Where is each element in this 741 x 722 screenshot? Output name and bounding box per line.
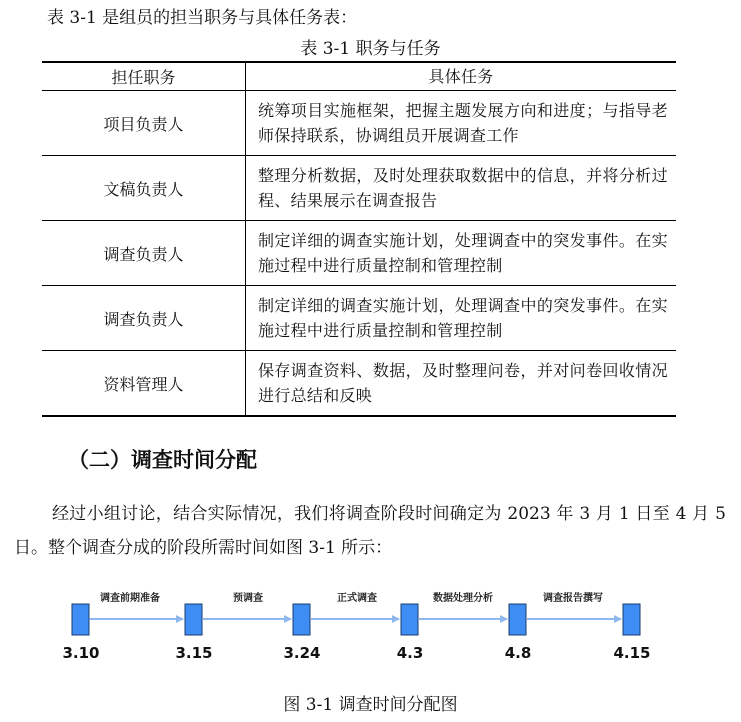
milestone-box [185,604,202,635]
role-cell: 资料管理人 [42,351,246,417]
milestone-box [401,604,418,635]
milestone-box [623,604,640,635]
header-role: 担任职务 [42,62,246,91]
body-paragraph: 经过小组讨论，结合实际情况，我们将调查阶段时间确定为 2023 年 3 月 1 日至 4 月 5 日。整个调查分成的阶段所需时间如图 3-1 所示： [14,504,726,558]
table-row [42,156,676,221]
date-label: 3.24 [283,644,321,662]
task-cell: 统筹项目实施框架，把握主题发展方向和进度；与指导老师保持联系，协调组员开展调查工作 [246,91,677,156]
phase-label: 调查前期准备 [100,593,160,604]
phase-label: 正式调查 [337,593,377,604]
date-label: 3.15 [175,644,213,662]
table-row [42,91,676,156]
date-label: 3.10 [62,644,100,662]
intro-text: 表 3-1 是组员的担当职务与具体任务表： [47,8,358,28]
role-cell: 调查负责人 [42,221,246,286]
role-cell: 项目负责人 [42,91,246,156]
milestone-box [509,604,526,635]
milestone-box [293,604,310,635]
date-label: 4.8 [504,644,532,662]
header-task: 具体任务 [246,62,677,91]
timeline-diagram [0,583,741,673]
table-row [42,221,676,286]
phase-label: 调查报告撰写 [543,593,603,604]
table-row [42,286,676,351]
table-row [42,351,676,417]
task-cell: 整理分析数据，及时处理获取数据中的信息，并将分析过程、结果展示在调查报告 [246,156,677,221]
role-cell: 文稿负责人 [42,156,246,221]
task-cell: 制定详细的调查实施计划，处理调查中的突发事件。在实施过程中进行质量控制和管理控制 [246,221,677,286]
date-label: 4.15 [613,644,651,662]
timeline-dates [62,644,650,662]
task-cell: 保存调查资料、数据，及时整理问卷，并对问卷回收情况进行总结和反映 [246,351,677,417]
figure-caption: 图 3-1 调查时间分配图 [283,695,458,715]
timeline-phases [100,591,603,604]
table-header-row [42,62,676,91]
section-heading: （二）调查时间分配 [68,448,257,472]
table-caption: 表 3-1 职务与任务 [300,39,441,59]
phase-label: 预调查 [233,593,263,604]
task-cell: 制定详细的调查实施计划，处理调查中的突发事件。在实施过程中进行质量控制和管理控制 [246,286,677,351]
duties-table [42,61,676,417]
phase-label: 数据处理分析 [433,593,493,604]
milestone-box [72,604,89,635]
date-label: 4.3 [396,644,424,662]
role-cell: 调查负责人 [42,286,246,351]
